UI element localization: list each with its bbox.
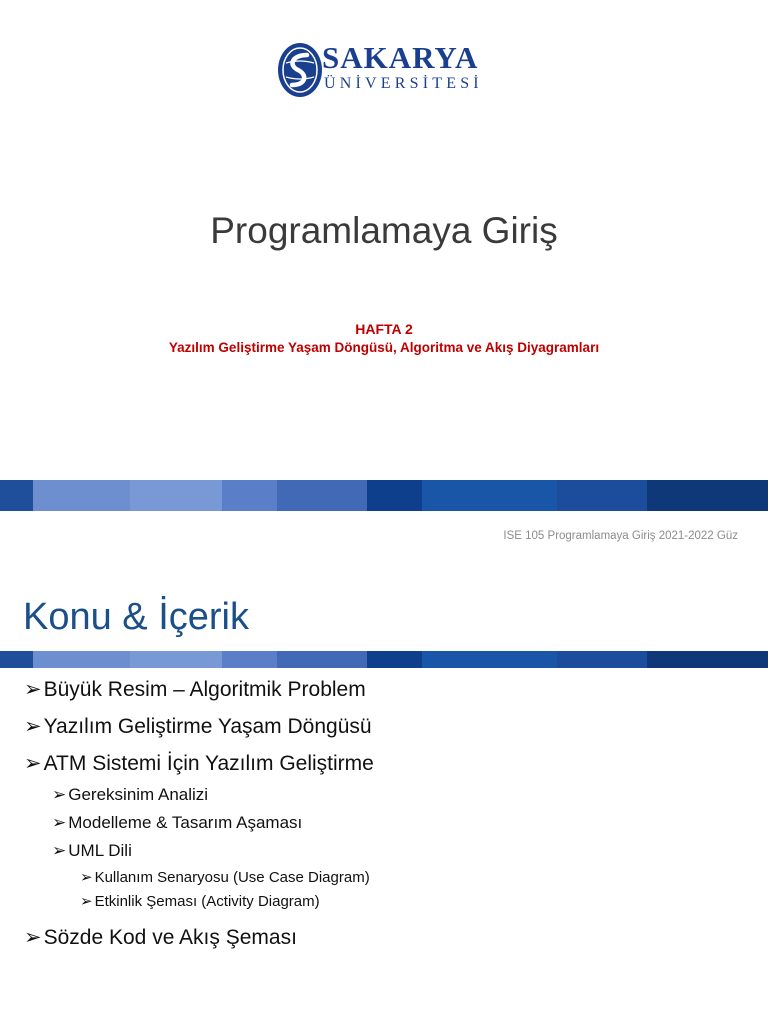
arrow-bullet-icon: ➢: [52, 785, 67, 804]
list-item: ➢Büyük Resim – Algoritmik Problem: [24, 678, 366, 701]
course-title: Programlamaya Giriş: [210, 210, 558, 251]
week-subtitle: Yazılım Geliştirme Yaşam Döngüsü, Algoritma ve Akış Diyagramları: [168, 340, 600, 355]
list-item: ➢ Kullanım Senaryosu (Use Case Diagram): [80, 869, 370, 886]
arrow-bullet-icon: ➢: [24, 752, 42, 775]
university-logo: [276, 41, 496, 101]
list-item: ➢Yazılım Geliştirme Yaşam Döngüsü: [24, 715, 372, 738]
arrow-bullet-icon: ➢: [52, 813, 67, 832]
list-item: ➢ Etkinlik Şeması (Activity Diagram): [80, 893, 320, 910]
decorative-color-bar: [0, 480, 768, 511]
arrow-bullet-icon: ➢: [80, 869, 93, 886]
list-item: ➢ Modelleme & Tasarım Aşaması: [52, 813, 303, 832]
logo-wordmark: SAKARYA: [322, 40, 479, 75]
week-label: HAFTA 2: [355, 321, 413, 337]
arrow-bullet-icon: ➢: [52, 841, 67, 860]
logo-subtitle: ÜNİVERSİTESİ: [324, 75, 483, 92]
contents-title: Konu & İçerik: [23, 596, 249, 638]
sakarya-emblem-icon: [276, 41, 324, 99]
decorative-color-bar: [0, 651, 768, 668]
list-item: ➢ UML Dili: [52, 841, 132, 860]
list-item: ➢ Gereksinim Analizi: [52, 785, 209, 804]
arrow-bullet-icon: ➢: [80, 893, 93, 910]
list-item: ➢ATM Sistemi İçin Yazılım Geliştirme: [24, 752, 374, 775]
arrow-bullet-icon: ➢: [24, 715, 42, 738]
arrow-bullet-icon: ➢: [24, 926, 42, 949]
arrow-bullet-icon: ➢: [24, 678, 42, 701]
slide-footer: ISE 105 Programlamaya Giriş 2021-2022 Güz: [503, 530, 738, 542]
list-item: ➢Sözde Kod ve Akış Şeması: [24, 926, 297, 949]
